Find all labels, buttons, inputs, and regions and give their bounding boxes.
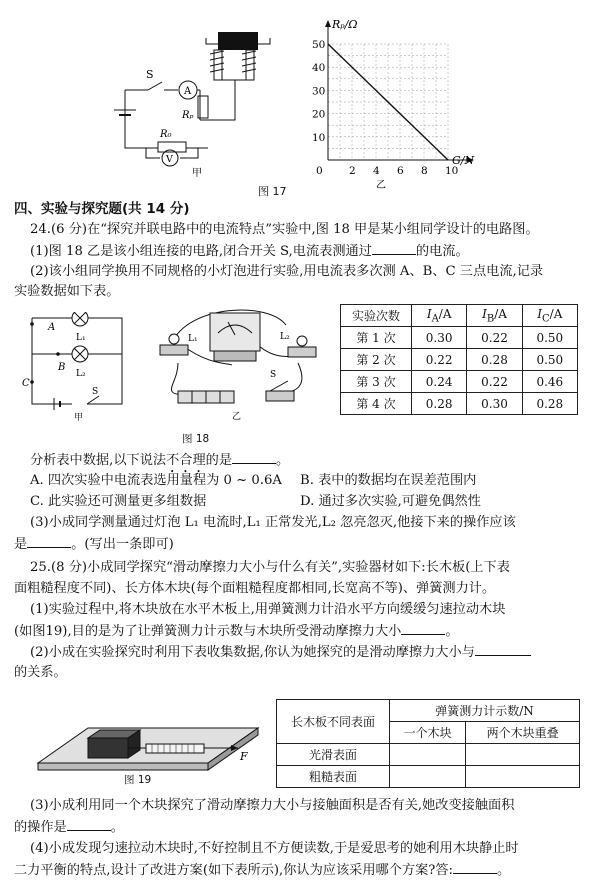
svg-text:B: B [58,362,66,373]
section-title: 四、实验与探究题(共 14 分) [14,201,190,217]
q25-line1: 25.(8 分)小成同学探究“滑动摩擦力大小与什么有关”,实验器材如下:长木板(上下表 [30,560,510,575]
figure-19-friction-setup [28,708,266,778]
svg-text:F: F [240,750,248,763]
table-cell: 0.24 [412,371,467,393]
q24-option-c[interactable]: C. 此实验还可测量更多组数据 [30,494,207,509]
table-cell: 第 3 次 [341,371,412,393]
figure-17-chart [300,14,480,192]
y-tick-label: 10 [312,131,326,144]
table-cell: 0.22 [467,327,522,349]
answer-blank[interactable] [67,818,111,831]
q24-part1: (1)图 18 乙是该小组连接的电路,闭合开关 S,电流表测通过 的电流。 [30,244,469,259]
table-header: 两个木块重叠 [466,722,580,744]
y-tick-label: 40 [312,62,326,75]
figure-17-caption: 图 17 [258,185,287,198]
spring-scale [146,744,204,753]
answer-blank[interactable] [27,535,71,548]
x-tick-label: 8 [421,165,428,177]
table-header: 长木板不同表面 [277,700,390,744]
q24-intro: 24.(6 分)在“探究并联电路中的电流特点”实验中,图 18 甲是某小组同学设计的电路图。 [30,222,539,237]
q24-option-d[interactable]: D. 通过多次实验,可避免偶然性 [300,494,481,509]
q24-analyze: 分析表中数据,以下说法不合理的是 。 [30,453,290,468]
svg-text:S: S [270,370,277,380]
lamp-l2-device [297,336,307,346]
x-tick-label: 0 [316,165,323,177]
q25-line2: 面粗糙程度不同)、长方体木块(每个面粗糙程度都相同,长宽高不等)、弹簧测力计。 [14,581,496,596]
table-cell: 0.46 [522,371,577,393]
figure-18-circuit-diagram [22,312,132,422]
q24-option-a[interactable]: A. 四次实验中电流表选用量程为 0 ~ 0.6A [30,473,282,488]
wood-block [88,738,128,758]
table-header: $I_C/A$ [522,305,577,327]
y-tick-label: 50 [312,39,326,51]
table-cell: 第 2 次 [341,349,412,371]
q25-line5: (2)小成在实验探究时利用下表收集数据,你认为她探究的是滑动摩擦力大小与 [30,643,588,662]
table-cell: 0.22 [467,371,522,393]
table-row [341,393,578,415]
lamp-l1-device [169,334,179,344]
table-row [341,349,578,371]
svg-text:乙: 乙 [232,412,242,422]
switch-device [266,391,294,401]
figure-17-circuit [110,20,290,180]
svg-text:L₂: L₂ [76,369,86,379]
q24-part3-line2: 是 。(写出一条即可) [14,537,174,552]
y-tick-label: 20 [312,108,326,121]
svg-text:Rₚ: Rₚ [182,110,194,121]
svg-text:甲: 甲 [192,168,202,179]
y-axis-label: Rₚ/Ω [332,18,358,31]
answer-blank[interactable] [453,861,497,874]
q25-line6: 的关系。 [14,665,67,680]
q24-part3-line1: (3)小成同学测量通过灯泡 L₁ 电流时,L₁ 正常发光,L₂ 忽亮忽灭,他接下来的操作应该 [30,515,516,530]
figure-18-caption: 图 18 [182,433,210,445]
table-cell: 第 1 次 [341,327,412,349]
q25-line8: 的操作是 。 [14,820,124,835]
q25-line3: (1)实验过程中,将木块放在水平木板上,用弹簧测力计沿水平方向缓缓匀速拉动木块 [30,602,506,617]
table-row [341,327,578,349]
table-cell: 0.28 [522,393,577,415]
table-header-row [341,305,578,327]
svg-text:R₀: R₀ [160,129,172,140]
table-cell: 0.30 [412,327,467,349]
table-header: 实验次数 [341,305,412,327]
answer-blank[interactable] [372,242,416,255]
svg-text:S: S [92,387,99,397]
svg-text:L₂: L₂ [280,332,290,342]
table-header: $I_A/A$ [412,305,467,327]
answer-blank[interactable] [232,451,276,464]
svg-text:A: A [48,322,56,333]
q25-line7: (3)小成利用同一个木块探究了滑动摩擦力大小与接触面积是否有关,她改变接触面积 [30,798,515,813]
table-cell: 0.28 [467,349,522,371]
answer-blank[interactable] [401,622,445,635]
table-cell: 0.30 [467,393,522,415]
q25-data-table [276,699,580,788]
svg-text:V: V [166,154,173,165]
svg-text:甲: 甲 [74,413,84,422]
q25-line10: 二力平衡的特点,设计了改进方案(如下表所示),你认为应该采用哪个方案?答: 。 [14,863,511,878]
q25-line9: (4)小成发现匀速拉动木块时,不好控制且不方便读数,于是爱思考的她利用木块静止时 [30,841,519,856]
q25-line4: (如图19),目的是为了让弹簧测力计示数与木块所受滑动摩擦力大小 。 [14,624,459,639]
table-cell: 0.50 [522,327,577,349]
q24-part2-line2: 实验数据如下表。 [14,284,120,299]
svg-text:C: C [22,378,30,389]
x-tick-label: 10 [445,165,459,177]
ammeter-device [210,313,260,351]
chart-sublabel: 乙 [376,180,386,191]
table-cell: 0.22 [412,349,467,371]
table-header: 弹簧测力计示数/N [390,700,580,722]
svg-text:A: A [184,86,192,97]
y-tick-label: 30 [312,85,326,98]
x-axis-label: G/N [452,154,475,167]
figure-18-physical-circuit [148,305,328,423]
q24-part2-line1: (2)该小组同学换用不同规格的小灯泡进行实验,用电流表多次测 A、B、C 三点电流,记录 [30,264,544,279]
table-cell: 0.28 [412,393,467,415]
q24-option-b[interactable]: B. 表中的数据均在误差范围内 [300,473,477,488]
answer-blank[interactable] [475,643,531,656]
svg-text:L₁: L₁ [188,334,198,344]
table-row [341,371,578,393]
table-row: 光滑表面 [277,744,580,766]
figure-19-caption: 图 19 [124,774,152,786]
table-row: 粗糙表面 [277,766,580,788]
q24-data-table [340,304,578,415]
table-cell: 0.50 [522,349,577,371]
table-cell: 第 4 次 [341,393,412,415]
x-tick-label: 6 [397,165,404,177]
y-axis-arrow [325,20,331,27]
x-tick-label: 4 [373,165,380,177]
table-header: 一个木块 [390,722,466,744]
switch-label: S [146,68,154,81]
table-header: $I_B/A$ [467,305,522,327]
electromagnet-armature [218,32,258,50]
svg-text:L₁: L₁ [76,333,86,343]
x-tick-label: 2 [349,165,356,177]
